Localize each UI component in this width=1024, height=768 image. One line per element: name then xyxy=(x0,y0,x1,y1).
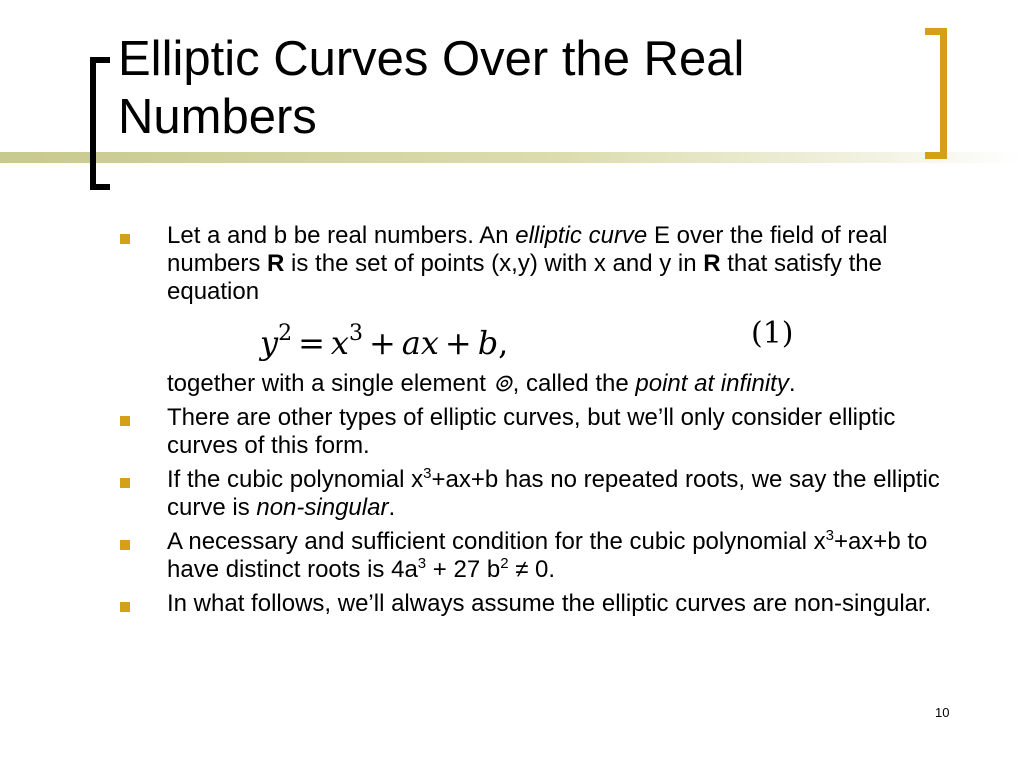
term-elliptic-curve: elliptic curve xyxy=(515,222,648,249)
text-segment: Let a and b be real numbers. An xyxy=(167,222,516,249)
symbol-reals: R xyxy=(703,250,721,277)
text-segment: + 27 b xyxy=(426,556,501,583)
text-segment: together with a single element xyxy=(167,370,493,397)
bullet-item-non-singular xyxy=(118,466,958,522)
bullet-square-icon xyxy=(120,540,130,550)
superscript: 3 xyxy=(825,527,834,544)
bullet-item-definition xyxy=(118,222,958,306)
bullet-item-assumption xyxy=(118,590,958,618)
text-segment: E over the field of real numbers xyxy=(167,222,888,277)
text-segment: +ax+b has no repeated roots, we say the elliptic curve is xyxy=(167,466,940,521)
left-bracket-decoration xyxy=(90,57,110,190)
symbol-reals: R xyxy=(267,250,285,277)
slide-body xyxy=(118,222,958,624)
definition-continuation xyxy=(118,370,958,398)
weierstrass-equation xyxy=(260,314,508,363)
term-non-singular: non-singular xyxy=(256,494,389,521)
text-segment: ≠ 0. xyxy=(508,556,556,583)
bullet-square-icon xyxy=(120,478,130,488)
bullet-square-icon xyxy=(120,416,130,426)
title-accent-bar xyxy=(0,152,1024,163)
text-segment: There are other types of elliptic curves, but we’ll only consider elliptic curves of this form. xyxy=(167,404,896,459)
eq-comma: , xyxy=(498,324,509,362)
text-segment: If the cubic polynomial x xyxy=(167,466,424,493)
eq-equals: = xyxy=(298,324,325,362)
text-segment: A necessary and sufficient condition for the cubic polynomial x xyxy=(167,528,826,555)
eq-x-exponent: 3 xyxy=(348,321,363,346)
page-number: 10 xyxy=(935,705,950,720)
term-point-at-infinity: point at infinity xyxy=(635,370,789,397)
equation-number: (1) xyxy=(751,316,794,351)
text-segment: In what follows, we’ll always assume the elliptic curves are non-singular. xyxy=(167,590,932,617)
bullet-item-condition xyxy=(118,528,958,584)
superscript: 3 xyxy=(423,465,432,482)
text-segment: . xyxy=(788,370,796,397)
bullet-square-icon xyxy=(120,602,130,612)
eq-ax: ax xyxy=(401,324,439,362)
text-segment: , called the xyxy=(512,370,636,397)
text-segment: . xyxy=(388,494,396,521)
equation-block xyxy=(118,312,958,364)
point-at-infinity-symbol: ⊚ xyxy=(492,370,513,397)
text-segment: +ax+b to have distinct roots is 4a xyxy=(167,528,928,583)
slide-title: Elliptic Curves Over the Real Numbers xyxy=(118,32,745,144)
eq-b: b xyxy=(477,324,499,362)
bullet-square-icon xyxy=(120,234,130,244)
right-bracket-decoration xyxy=(925,28,947,159)
text-segment: is the set of points (x,y) with x and y in xyxy=(284,250,704,277)
eq-plus: + xyxy=(368,324,396,362)
bullet-item-other-types xyxy=(118,404,958,460)
eq-y-exponent: 2 xyxy=(278,321,293,346)
eq-plus: + xyxy=(444,324,472,362)
superscript: 2 xyxy=(500,555,509,572)
eq-y: y xyxy=(260,324,279,362)
eq-x: x xyxy=(330,324,349,362)
text-segment: that satisfy the equation xyxy=(167,250,882,305)
superscript: 3 xyxy=(417,555,427,572)
